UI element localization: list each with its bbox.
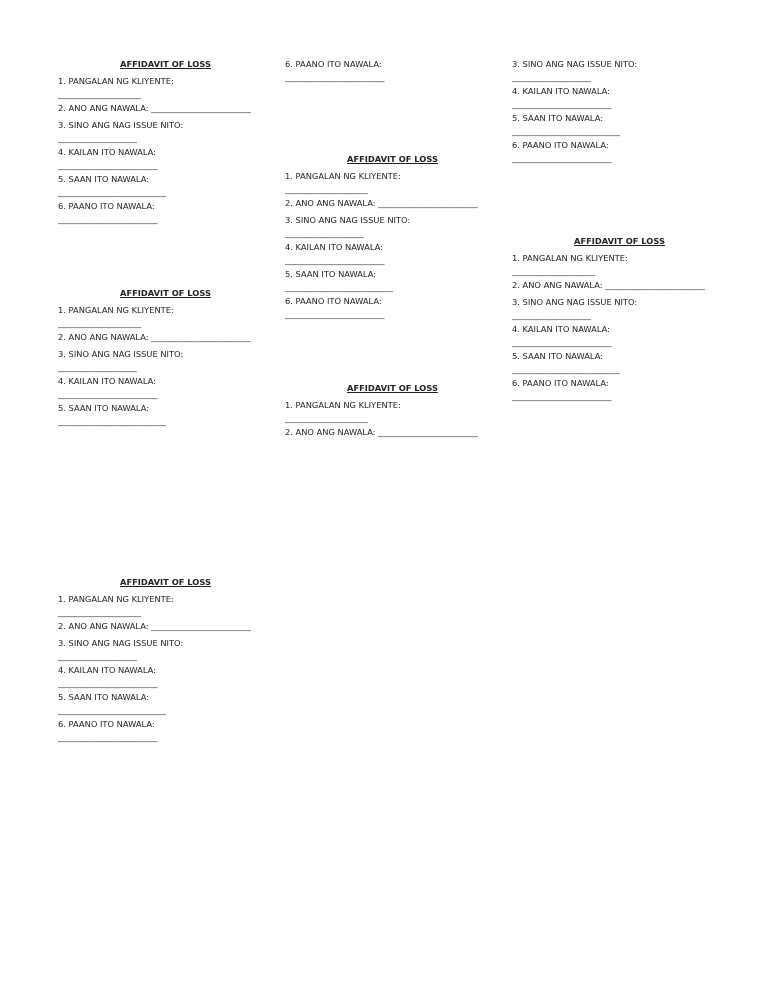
question-6: 6. PAANO ITO NAWALA: ________________________ xyxy=(58,201,158,224)
question-3: 3. SINO ANG NAG ISSUE NITO: ___________________ xyxy=(58,120,184,143)
blank-line: ________________________ xyxy=(58,160,158,170)
question-4: 4. KAILAN ITO NAWALA: ________________________ xyxy=(512,86,612,109)
question-5: 5. SAAN ITO NAWALA: __________________________ xyxy=(512,113,620,136)
question-1: 1. PANGALAN NG KLIYENTE: ____________________ xyxy=(58,305,174,328)
question-3: 3. SINO ANG NAG ISSUE NITO: ___________________ xyxy=(58,349,184,372)
question-6: 6. PAANO ITO NAWALA: ________________________ xyxy=(512,378,612,401)
question-1: 1. PANGALAN NG KLIYENTE: ____________________ xyxy=(285,400,401,423)
blank-line: ________________________ xyxy=(512,99,612,109)
blank-line: ________________________ xyxy=(285,255,385,265)
question-6: 6. PAANO ITO NAWALA: ________________________ xyxy=(512,140,612,163)
blank-line: ____________________ xyxy=(285,413,368,423)
question-3: 3. SINO ANG NAG ISSUE NITO: ___________________ xyxy=(512,59,638,82)
blank-line: __________________________ xyxy=(58,705,166,715)
form-title: AFFIDAVIT OF LOSS xyxy=(120,59,211,69)
question-2: 2. ANO ANG NAWALA: ________________________ xyxy=(512,280,705,290)
form-title: AFFIDAVIT OF LOSS xyxy=(347,383,438,393)
blank-line: ________________________ xyxy=(58,678,158,688)
form-title: AFFIDAVIT OF LOSS xyxy=(120,577,211,587)
question-6: 6. PAANO ITO NAWALA: ________________________ xyxy=(285,59,385,82)
blank-line: ____________________ xyxy=(285,184,368,194)
question-2: 2. ANO ANG NAWALA: ________________________ xyxy=(58,621,251,631)
blank-line: ____________________ xyxy=(58,89,141,99)
affidavit-form-block xyxy=(58,58,273,227)
blank-line: ________________________ xyxy=(58,732,158,742)
form-title: AFFIDAVIT OF LOSS xyxy=(120,288,211,298)
blank-line: ________________________ xyxy=(285,309,385,319)
affidavit-form-block xyxy=(58,576,273,745)
question-2: 2. ANO ANG NAWALA: ________________________ xyxy=(58,332,251,342)
question-5: 5. SAAN ITO NAWALA: __________________________ xyxy=(58,692,166,715)
form-title: AFFIDAVIT OF LOSS xyxy=(574,236,665,246)
question-4: 4. KAILAN ITO NAWALA: ________________________ xyxy=(58,147,158,170)
blank-line: __________________________ xyxy=(512,364,620,374)
blank-line: ________________________ xyxy=(512,337,612,347)
question-5: 5. SAAN ITO NAWALA: __________________________ xyxy=(58,174,166,197)
blank-line: ________________________ xyxy=(58,214,158,224)
question-3: 3. SINO ANG NAG ISSUE NITO: ___________________ xyxy=(58,638,184,661)
affidavit-form-block xyxy=(58,287,273,429)
blank-line: ____________________ xyxy=(512,266,595,276)
blank-line: ___________________ xyxy=(58,362,137,372)
blank-line: ________________________ xyxy=(285,72,385,82)
question-1: 1. PANGALAN NG KLIYENTE: ____________________ xyxy=(285,171,401,194)
blank-line: ___________________ xyxy=(512,72,591,82)
affidavit-form-continuation xyxy=(285,58,500,85)
question-6: 6. PAANO ITO NAWALA: ________________________ xyxy=(285,296,385,319)
question-1: 1. PANGALAN NG KLIYENTE: ____________________ xyxy=(58,76,174,99)
affidavit-form-block xyxy=(285,382,500,443)
question-3: 3. SINO ANG NAG ISSUE NITO: ___________________ xyxy=(512,297,638,320)
question-4: 4. KAILAN ITO NAWALA: ________________________ xyxy=(58,665,158,688)
question-2: 2. ANO ANG NAWALA: ________________________ xyxy=(285,427,478,437)
question-4: 4. KAILAN ITO NAWALA: ________________________ xyxy=(512,324,612,347)
question-1: 1. PANGALAN NG KLIYENTE: ____________________ xyxy=(512,253,628,276)
question-2: 2. ANO ANG NAWALA: ________________________ xyxy=(285,198,478,208)
question-5: 5. SAAN ITO NAWALA: __________________________ xyxy=(285,269,393,292)
affidavit-form-block xyxy=(285,153,500,322)
blank-line: ____________________ xyxy=(58,607,141,617)
blank-line: ___________________ xyxy=(58,651,137,661)
blank-line: __________________________ xyxy=(58,416,166,426)
question-4: 4. KAILAN ITO NAWALA: ________________________ xyxy=(58,376,158,399)
blank-line: ________________________ xyxy=(58,389,158,399)
blank-line: ___________________ xyxy=(512,310,591,320)
question-2: 2. ANO ANG NAWALA: ________________________ xyxy=(58,103,251,113)
question-6: 6. PAANO ITO NAWALA: ________________________ xyxy=(58,719,158,742)
question-1: 1. PANGALAN NG KLIYENTE: ____________________ xyxy=(58,594,174,617)
blank-line: ________________________ xyxy=(512,153,612,163)
blank-line: ____________________ xyxy=(58,318,141,328)
question-5: 5. SAAN ITO NAWALA: __________________________ xyxy=(58,403,166,426)
blank-line: __________________________ xyxy=(58,187,166,197)
question-3: 3. SINO ANG NAG ISSUE NITO: ___________________ xyxy=(285,215,411,238)
affidavit-form-block xyxy=(512,235,727,404)
question-5: 5. SAAN ITO NAWALA: __________________________ xyxy=(512,351,620,374)
blank-line: ___________________ xyxy=(58,133,137,143)
form-title: AFFIDAVIT OF LOSS xyxy=(347,154,438,164)
blank-line: __________________________ xyxy=(285,282,393,292)
blank-line: __________________________ xyxy=(512,126,620,136)
blank-line: ___________________ xyxy=(285,228,364,238)
blank-line: ________________________ xyxy=(512,391,612,401)
affidavit-form-continuation xyxy=(512,58,727,166)
question-4: 4. KAILAN ITO NAWALA: ________________________ xyxy=(285,242,385,265)
